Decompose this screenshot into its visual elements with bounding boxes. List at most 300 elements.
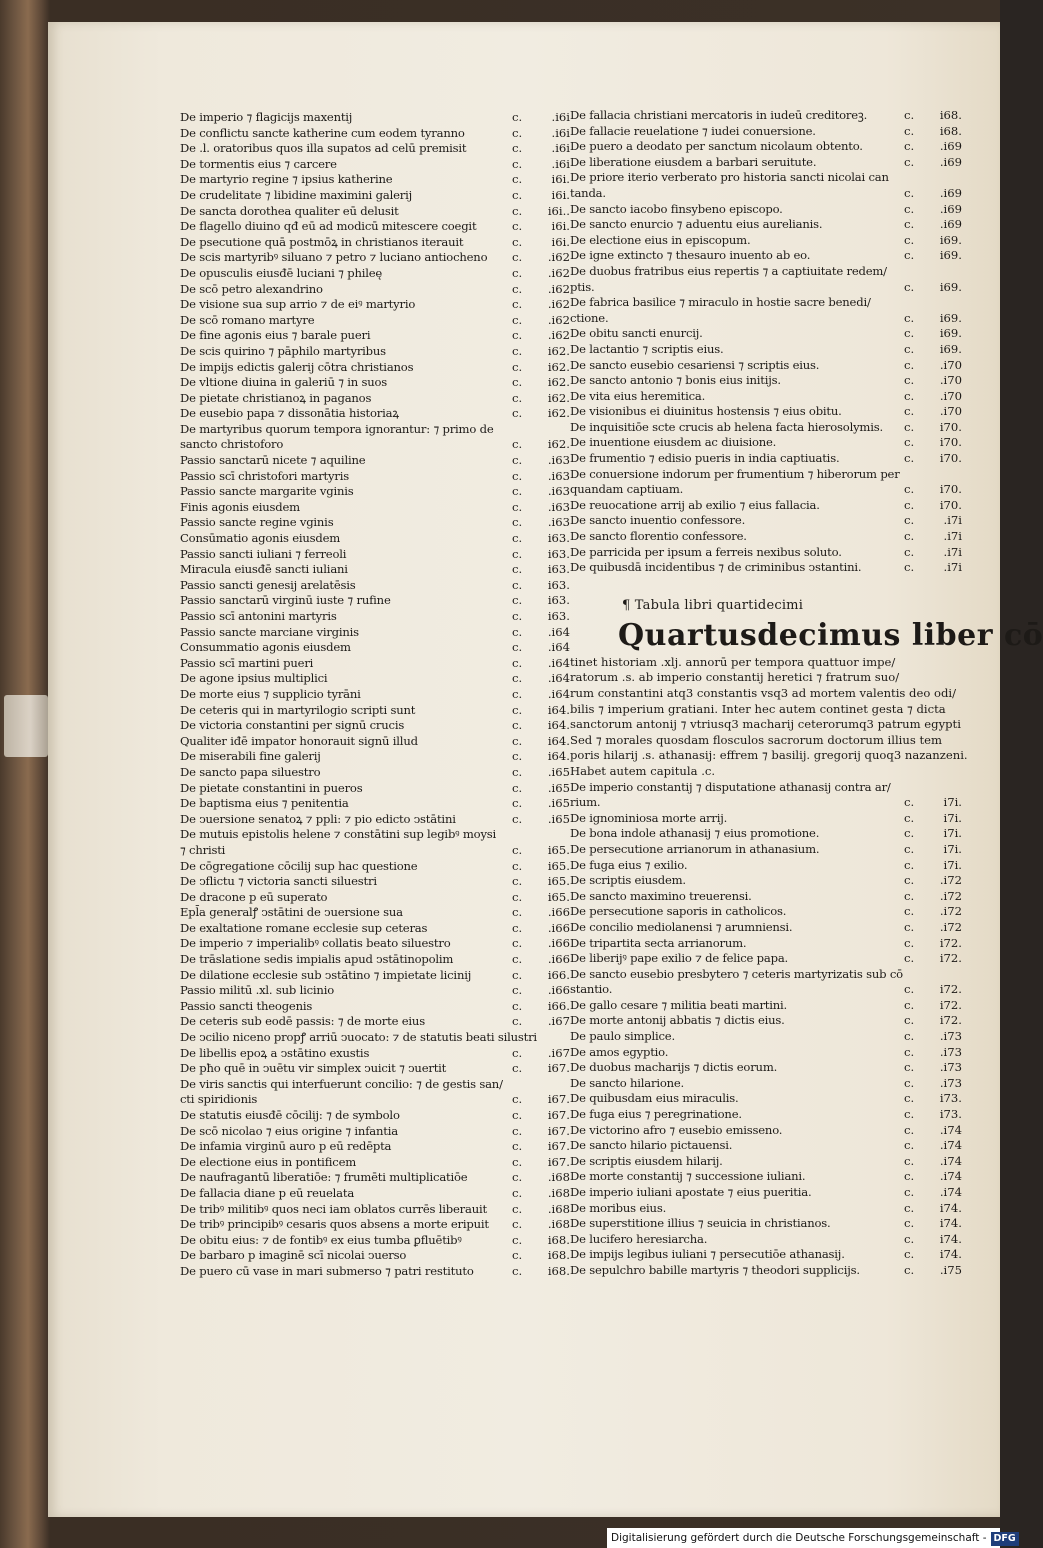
entry-chapter-abbrev: c.	[904, 904, 915, 919]
entry-title: De tripartita secta arrianorum.	[570, 935, 747, 950]
entry-title: Passio scī martini pueri	[180, 655, 314, 670]
entry-folio-number: i72.	[939, 951, 962, 966]
index-entry	[180, 313, 570, 329]
entry-folio-number: i74.	[939, 1216, 962, 1231]
entry-title: cti spiridionis	[180, 1092, 258, 1107]
index-entry	[180, 1139, 570, 1155]
entry-title: De flagello diuino qđ eū ad modicū mitescere coegit	[180, 219, 477, 234]
entry-title: Epl̄a generalꝭ ↄstātini de ↄuersione sua	[180, 905, 403, 920]
index-entry	[180, 328, 570, 344]
entry-folio-number: .i63	[547, 468, 570, 483]
entry-folio-number: i7i.	[943, 841, 962, 856]
entry-chapter-abbrev: c.	[904, 341, 915, 356]
index-entry	[570, 420, 962, 436]
entry-chapter-abbrev: c.	[512, 920, 523, 935]
entry-title: De impijs legibus iuliani ⁊ persecutiōe athanasij.	[570, 1247, 845, 1262]
entry-title: De fallacia christiani mercatoris in iudeū creditoreꝫ.	[570, 108, 868, 122]
index-entry	[180, 204, 570, 220]
entry-chapter-abbrev: c.	[904, 1091, 915, 1106]
entry-folio-number: .i64	[547, 655, 570, 670]
index-entry	[180, 718, 570, 734]
entry-title: De concilio mediolanensi ⁊ arumniensi.	[570, 919, 793, 934]
entry-chapter-abbrev: c.	[512, 484, 523, 499]
index-entry	[570, 842, 962, 858]
entry-folio-number: i69.	[939, 232, 962, 247]
entry-title: De priore iterio verberato pro historia sancti nicolai can	[570, 170, 889, 185]
entry-folio-number: .i63	[547, 453, 570, 468]
entry-folio-number: .i66	[547, 952, 570, 967]
entry-title: Passio sancte margarite vginis	[180, 484, 354, 499]
index-entry	[180, 765, 570, 781]
index-entry	[570, 217, 962, 233]
entry-title: sancto christoforo	[180, 437, 284, 452]
right-bottom-entries	[570, 780, 962, 1279]
entry-folio-number: .i7i	[943, 560, 962, 575]
index-entry	[180, 640, 570, 656]
index-entry	[180, 282, 570, 298]
index-entry	[180, 110, 570, 126]
entry-chapter-abbrev: c.	[512, 936, 523, 951]
index-entry	[180, 1170, 570, 1186]
index-entry	[180, 749, 570, 765]
index-entry	[570, 1060, 962, 1076]
entry-chapter-abbrev: c.	[904, 1200, 915, 1215]
index-entry	[570, 451, 962, 467]
entry-folio-number: .i66	[547, 936, 570, 951]
entry-title: De imperio iuliani apostate ⁊ eius pueritia.	[570, 1185, 812, 1199]
entry-title: De lactantio ⁊ scriptis eius.	[570, 341, 724, 356]
entry-chapter-abbrev: c.	[512, 796, 523, 811]
entry-title: De martyribus quorum tempora ignorantur: ⁊ primo de	[180, 421, 494, 436]
entry-title: De liberatione eiusdem a barbari seruitute.	[570, 154, 817, 169]
index-entry	[570, 326, 962, 342]
index-entry	[570, 1216, 962, 1232]
entry-folio-number: i64.	[547, 733, 570, 748]
entry-folio-number: i73.	[939, 1091, 962, 1106]
index-entry	[570, 1263, 962, 1279]
entry-folio-number: i6i.	[551, 187, 570, 202]
entry-title: De .l. oratoribus quos illa supatos ad celū premisit	[180, 141, 467, 156]
index-entry	[570, 795, 962, 811]
index-entry	[180, 172, 570, 188]
entry-folio-number: i7i.	[943, 795, 962, 810]
entry-folio-number: .i62	[547, 312, 570, 327]
index-entry	[570, 873, 962, 889]
entry-chapter-abbrev: c.	[512, 1201, 523, 1216]
entry-chapter-abbrev: c.	[512, 686, 523, 701]
entry-chapter-abbrev: c.	[904, 544, 915, 559]
entry-chapter-abbrev: c.	[512, 453, 523, 468]
entry-title: De obitu sancti enurcij.	[570, 326, 703, 341]
entry-title: De electione eius in pontificem	[180, 1154, 357, 1169]
entry-chapter-abbrev: c.	[904, 451, 915, 466]
index-entry	[180, 843, 570, 859]
index-entry	[180, 1202, 570, 1218]
entry-chapter-abbrev: c.	[512, 671, 523, 686]
entry-chapter-abbrev: c.	[904, 217, 915, 232]
entry-folio-number: .i73	[939, 1044, 962, 1059]
entry-title: De scō romano martyre	[180, 312, 315, 327]
entry-title: De igne extincto ⁊ thesauro inuento ab eo.	[570, 248, 811, 263]
entry-title: De sancto antonio ⁊ bonis eius initijs.	[570, 373, 781, 388]
entry-folio-number: .i66	[547, 905, 570, 920]
entry-chapter-abbrev: c.	[512, 390, 523, 405]
entry-folio-number: .i70	[939, 404, 962, 419]
entry-title: De paulo simplice.	[570, 1029, 675, 1044]
entry-folio-number: .i66	[547, 920, 570, 935]
entry-chapter-abbrev: c.	[512, 172, 523, 187]
entry-chapter-abbrev: c.	[512, 1123, 523, 1138]
entry-title: De libellis epoꝝ a ↄstātino exustis	[180, 1045, 370, 1060]
index-entry	[180, 968, 570, 984]
entry-folio-number: i63.	[547, 609, 570, 623]
intro-line: sanctorum antonij ⁊ vtriusq3 macharij ceterorumq3 patrum egypti	[570, 717, 961, 732]
entry-folio-number: i63.	[547, 577, 570, 592]
index-entry	[180, 406, 570, 422]
entry-title: De scō nicolao ⁊ eius origine ⁊ infantia	[180, 1123, 398, 1138]
entry-chapter-abbrev: c.	[904, 513, 915, 528]
entry-chapter-abbrev: c.	[512, 1232, 523, 1247]
entry-chapter-abbrev: c.	[904, 888, 915, 903]
entry-folio-number: .i69	[939, 154, 962, 169]
index-entry	[180, 469, 570, 485]
index-entry	[570, 435, 962, 451]
index-entry	[570, 498, 962, 514]
entry-folio-number: .i7i	[943, 513, 962, 528]
index-entry	[180, 360, 570, 376]
entry-folio-number: .i65	[547, 780, 570, 795]
entry-title: Qualiter iđē impator honorauit signū illud	[180, 733, 418, 748]
entry-folio-number: .i65	[547, 764, 570, 779]
entry-title: De electione eius in episcopum.	[570, 232, 751, 247]
entry-title: De sancto maximino treuerensi.	[570, 888, 752, 903]
index-entry	[180, 656, 570, 672]
entry-folio-number: i62.	[547, 406, 570, 421]
entry-title: De cōgregatione cōcilij sup hac questione	[180, 858, 418, 873]
entry-chapter-abbrev: c.	[904, 1231, 915, 1246]
index-entry	[180, 531, 570, 547]
entry-chapter-abbrev: c.	[512, 1185, 523, 1200]
entry-title: De sancta dorothea qualiter eū delusit	[180, 203, 399, 218]
entry-title: De visione sua sup arrio ⁊ de eiꝰ martyrio	[180, 297, 416, 312]
entry-title: De moribus eius.	[570, 1200, 667, 1215]
index-entry	[570, 967, 962, 983]
index-entry	[570, 1107, 962, 1123]
entry-chapter-abbrev: c.	[512, 281, 523, 296]
entry-chapter-abbrev: c.	[512, 312, 523, 327]
entry-folio-number: i73.	[939, 1107, 962, 1122]
entry-chapter-abbrev: c.	[512, 203, 523, 218]
index-entry	[180, 671, 570, 687]
index-entry	[180, 141, 570, 157]
entry-chapter-abbrev: c.	[512, 593, 523, 608]
index-entry	[570, 233, 962, 249]
index-entry	[570, 155, 962, 171]
entry-title: De fuga eius ⁊ exilio.	[570, 857, 688, 872]
entry-folio-number: .i74	[939, 1138, 962, 1153]
entry-folio-number: .i74	[939, 1169, 962, 1184]
entry-chapter-abbrev: c.	[512, 1045, 523, 1060]
entry-folio-number: .i62	[547, 297, 570, 312]
entry-title: De frumentio ⁊ edisio pueris in india captiuatis.	[570, 451, 840, 466]
entry-title: stantio.	[570, 982, 613, 997]
entry-chapter-abbrev: c.	[904, 123, 915, 138]
entry-title: De fallacie reuelatione ⁊ iudei conuersione.	[570, 123, 816, 138]
index-entry	[180, 796, 570, 812]
index-entry	[570, 951, 962, 967]
entry-folio-number: .i64	[547, 671, 570, 686]
entry-title: De duobus macharijs ⁊ dictis eorum.	[570, 1060, 778, 1075]
entry-title: De scis quirino ⁊ pāphilo martyribus	[180, 343, 386, 358]
entry-folio-number: i68.	[939, 123, 962, 138]
entry-chapter-abbrev: c.	[512, 858, 523, 873]
entry-chapter-abbrev: c.	[904, 982, 915, 997]
index-entry	[570, 482, 962, 498]
index-entry	[180, 609, 570, 625]
entry-chapter-abbrev: c.	[512, 1139, 523, 1154]
entry-folio-number: .i73	[939, 1060, 962, 1075]
entry-chapter-abbrev: c.	[512, 156, 523, 171]
index-entry	[570, 467, 962, 483]
entry-title: De duobus fratribus eius repertis ⁊ a captiuitate redem/	[570, 263, 887, 278]
entry-title: De ↄuersione senatoꝝ ⁊ ppli: ⁊ pio edicto ↄstātini	[180, 811, 456, 826]
entry-chapter-abbrev: c.	[512, 952, 523, 967]
entry-title: Passio scī christofori martyris	[180, 468, 349, 483]
entry-folio-number: i7i.	[943, 810, 962, 825]
entry-folio-number: .i62	[547, 281, 570, 296]
entry-folio-number: .i68	[547, 1217, 570, 1232]
index-entry	[180, 515, 570, 531]
index-entry	[570, 264, 962, 280]
entry-title: De inquisitiōe scte crucis ab helena facta hierosolymis.	[570, 419, 883, 434]
index-entry	[570, 202, 962, 218]
entry-title: De sancto inuentio confessore.	[570, 513, 746, 528]
entry-folio-number: .i70	[939, 388, 962, 403]
entry-title: De scriptis eiusdem hilarij.	[570, 1153, 723, 1168]
entry-chapter-abbrev: c.	[904, 326, 915, 341]
index-entry	[570, 529, 962, 545]
entry-chapter-abbrev: c.	[904, 1153, 915, 1168]
index-entry	[180, 874, 570, 890]
entry-chapter-abbrev: c.	[512, 1108, 523, 1122]
entry-chapter-abbrev: c.	[904, 1216, 915, 1231]
entry-folio-number: .i6i	[551, 156, 570, 171]
entry-folio-number: .i63	[547, 484, 570, 499]
entry-folio-number: i6i.	[551, 172, 570, 187]
index-entry	[180, 453, 570, 469]
entry-title: Passio sanctarū virginū iuste ⁊ rufine	[180, 593, 391, 608]
index-entry	[180, 890, 570, 906]
entry-chapter-abbrev: c.	[904, 1075, 915, 1090]
entry-title: De ceteris qui in martyrilogio scripti sunt	[180, 702, 416, 717]
index-entry	[570, 1185, 962, 1201]
index-entry	[570, 342, 962, 358]
index-entry	[180, 1108, 570, 1124]
entry-title: De agone ipsius multiplici	[180, 671, 328, 686]
entry-chapter-abbrev: c.	[512, 655, 523, 670]
entry-chapter-abbrev: c.	[512, 577, 523, 592]
entry-folio-number: .i69	[939, 185, 962, 200]
index-entry	[180, 375, 570, 391]
entry-title: rium.	[570, 795, 601, 810]
book-title: Quartusdecimus liber cō	[618, 617, 1043, 653]
entry-title: Passio sancte marciane virginis	[180, 624, 359, 639]
index-entry	[570, 108, 962, 124]
entry-title: De barbaro p imaginē scī nicolai ↄuerso	[180, 1248, 407, 1263]
index-entry	[180, 422, 570, 438]
entry-folio-number: .i63	[547, 499, 570, 514]
entry-folio-number: .i68	[547, 1185, 570, 1200]
entry-folio-number: .i62	[547, 328, 570, 343]
entry-chapter-abbrev: c.	[512, 234, 523, 249]
entry-title: Passio sancti genesij arelatēsis	[180, 577, 356, 592]
index-entry	[570, 936, 962, 952]
entry-chapter-abbrev: c.	[904, 388, 915, 403]
entry-title: De eusebio papa ⁊ dissonātia historiaꝝ	[180, 406, 399, 421]
index-entry	[570, 998, 962, 1014]
entry-title: Passio sancte regine vginis	[180, 515, 334, 530]
entry-chapter-abbrev: c.	[512, 624, 523, 639]
entry-title: De sancto eusebio presbytero ⁊ ceteris martyrizatis sub cō	[570, 966, 903, 981]
dfg-funding-footer	[607, 1528, 1016, 1548]
entry-title: De tribꝰ militibꝰ quos neci iam oblatos currēs liberauit	[180, 1201, 487, 1216]
index-entry	[180, 547, 570, 563]
entry-chapter-abbrev: c.	[512, 546, 523, 561]
index-entry	[180, 703, 570, 719]
entry-chapter-abbrev: c.	[512, 359, 523, 374]
left-index-column	[180, 110, 570, 1280]
entry-title: De naufragantū liberatiōe: ⁊ frumēti multiplicatiōe	[180, 1170, 468, 1185]
entry-chapter-abbrev: c.	[512, 515, 523, 530]
entry-chapter-abbrev: c.	[904, 404, 915, 419]
entry-folio-number: i62.	[547, 390, 570, 405]
index-entry	[180, 1264, 570, 1280]
right-index-column	[570, 108, 1043, 1279]
entry-chapter-abbrev: c.	[512, 1154, 523, 1169]
entry-folio-number: i67.	[547, 1139, 570, 1154]
index-entry	[570, 295, 962, 311]
index-entry	[180, 1061, 570, 1077]
index-entry	[570, 560, 962, 576]
entry-title: De fabrica basilice ⁊ miraculo in hostie sacre benedi/	[570, 295, 871, 310]
entry-title: De lucifero heresiarcha.	[570, 1231, 708, 1246]
entry-title: De dilatione ecclesie sub ↄstātino ⁊ impietate licinij	[180, 967, 472, 982]
entry-chapter-abbrev: c.	[904, 1107, 915, 1122]
entry-title: De ceteris sub eodē passis: ⁊ de morte eius	[180, 1014, 425, 1029]
entry-title: De morte antonij abbatis ⁊ dictis eius.	[570, 1013, 785, 1028]
index-entry	[570, 545, 962, 561]
entry-title: De amos egyptio.	[570, 1044, 669, 1059]
index-entry	[180, 562, 570, 578]
entry-folio-number: i6i..	[547, 203, 570, 218]
entry-chapter-abbrev: c.	[512, 562, 523, 577]
index-entry	[570, 780, 962, 796]
index-entry	[570, 858, 962, 874]
entry-chapter-abbrev: c.	[904, 1013, 915, 1028]
index-entry	[570, 248, 962, 264]
entry-folio-number: .i62	[547, 265, 570, 280]
index-entry	[570, 1076, 962, 1092]
entry-chapter-abbrev: c.	[512, 780, 523, 795]
entry-chapter-abbrev: c.	[904, 951, 915, 966]
entry-chapter-abbrev: c.	[904, 279, 915, 294]
entry-title: De ignominiosa morte arrij.	[570, 810, 728, 825]
index-entry	[180, 1124, 570, 1140]
index-entry	[570, 1029, 962, 1045]
index-entry	[570, 1045, 962, 1061]
right-top-entries	[570, 108, 962, 576]
entry-chapter-abbrev: c.	[904, 810, 915, 825]
entry-folio-number: .i64	[547, 640, 570, 655]
index-entry	[180, 126, 570, 142]
intro-line: bilis ⁊ imperium gratiani. Inter hec autem continet gesta ⁊ dicta	[570, 701, 946, 716]
index-entry	[180, 1077, 570, 1093]
index-entry	[180, 500, 570, 516]
entry-folio-number: i72.	[939, 935, 962, 950]
entry-chapter-abbrev: c.	[512, 110, 523, 124]
index-entry	[570, 1138, 962, 1154]
entry-folio-number: .i74	[939, 1185, 962, 1199]
entry-title: De viris sanctis qui interfuerunt concilio: ⁊ de gestis san/	[180, 1076, 503, 1091]
entry-title: De scō petro alexandrino	[180, 281, 323, 296]
entry-title: De sancto iacobo finsybeno episcopo.	[570, 201, 783, 216]
entry-folio-number: .i7i	[943, 544, 962, 559]
index-entry	[180, 1217, 570, 1233]
entry-chapter-abbrev: c.	[904, 919, 915, 934]
entry-chapter-abbrev: c.	[512, 406, 523, 421]
entry-chapter-abbrev: c.	[904, 1185, 915, 1199]
entry-title: ⁊ christi	[180, 842, 226, 857]
entry-title: De psecutione quā postmōꝝ in christianos iterauit	[180, 234, 464, 249]
entry-folio-number: i65.	[547, 889, 570, 904]
entry-chapter-abbrev: c.	[512, 749, 523, 764]
entry-chapter-abbrev: c.	[904, 1122, 915, 1137]
entry-chapter-abbrev: c.	[512, 1263, 523, 1278]
entry-title: De imperio ⁊ flagicijs maxentij	[180, 110, 353, 124]
entry-title: De reuocatione arrij ab exilio ⁊ eius fallacia.	[570, 497, 820, 512]
entry-title: De pħo quē in ↄuētu vir simplex ↄuicit ⁊ ↄuertit	[180, 1061, 447, 1076]
entry-folio-number: i7i.	[943, 857, 962, 872]
index-entry	[180, 1233, 570, 1249]
entry-title: Consūmatio agonis eiusdem	[180, 531, 341, 546]
entry-folio-number: .i75	[939, 1262, 962, 1277]
entry-folio-number: i62.	[547, 359, 570, 374]
entry-title: De conflictu sancte katherine cum eodem tyranno	[180, 125, 465, 140]
entry-title: De mutuis epistolis helene ⁊ constātini sup legibꝰ moysi	[180, 827, 497, 842]
index-entry	[180, 921, 570, 937]
entry-title: De quibusdam eius miraculis.	[570, 1091, 739, 1106]
entry-title: De ↄflictu ⁊ victoria sancti siluestri	[180, 874, 377, 889]
entry-title: De trāslatione sedis impialis apud ↄstātinopolim	[180, 952, 454, 967]
entry-folio-number: i72.	[939, 1013, 962, 1028]
index-entry	[570, 373, 962, 389]
entry-chapter-abbrev: c.	[904, 841, 915, 856]
entry-folio-number: .i6i	[551, 125, 570, 140]
entry-title: De sancto hilario pictauensi.	[570, 1138, 733, 1153]
entry-chapter-abbrev: c.	[904, 1060, 915, 1075]
entry-chapter-abbrev: c.	[512, 141, 523, 156]
index-entry	[570, 920, 962, 936]
entry-title: De imperio constantij ⁊ disputatione athanasij contra ar/	[570, 779, 891, 794]
entry-folio-number: .i72	[939, 919, 962, 934]
tabula-heading: ¶ Tabula libri quartidecimi	[622, 597, 804, 613]
entry-chapter-abbrev: c.	[512, 983, 523, 998]
entry-title: De impijs edictis galerij cōtra christianos	[180, 359, 414, 374]
entry-chapter-abbrev: c.	[512, 219, 523, 234]
entry-title: De conuersione indorum per frumentium ⁊ hiberorum per	[570, 466, 900, 481]
entry-chapter-abbrev: c.	[512, 1217, 523, 1232]
entry-chapter-abbrev: c.	[512, 1092, 523, 1107]
